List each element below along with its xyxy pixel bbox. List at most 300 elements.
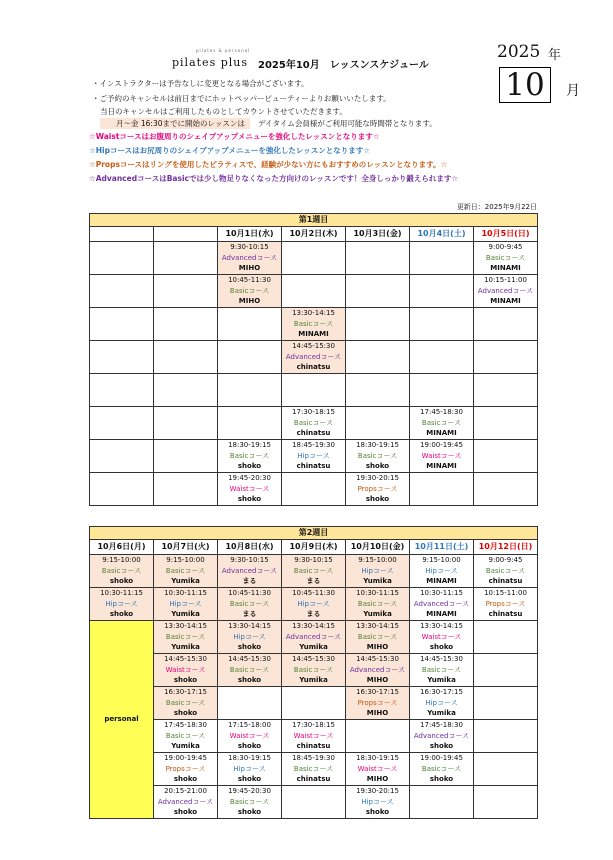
note-daytime: デイタイム会員様がご利用可能な時間帯となります。 [258, 119, 437, 128]
empty-cell [346, 242, 410, 275]
course-note-props: ☆Propsコースはリングを使用したピラティスで、経験が少ない方にもおすすめのレッスンとなります。☆ [89, 160, 448, 169]
lesson-cell [346, 440, 410, 473]
lesson-time: 9:30-10:15 [230, 243, 269, 251]
empty-cell [346, 720, 410, 753]
lesson-cell [346, 473, 410, 506]
empty-cell [218, 374, 282, 407]
table-row [90, 654, 538, 687]
lesson-time: 10:45-11:30 [228, 276, 271, 284]
lesson-cell [474, 275, 538, 308]
empty-cell [346, 341, 410, 374]
lesson-instructor: shoko [429, 775, 454, 784]
table-row [90, 720, 538, 753]
empty-cell [474, 687, 538, 720]
page-title: 2025年10月 レッスンスケジュール [258, 60, 429, 71]
empty-cell [154, 242, 218, 275]
lesson-instructor: shoko [237, 676, 262, 685]
lesson-cell [346, 687, 410, 720]
empty-cell [474, 473, 538, 506]
lesson-time: 17:30-18:15 [292, 408, 335, 416]
lesson-course: Propsコース [485, 599, 526, 608]
logo-tagline: pilates & personal [196, 48, 251, 53]
lesson-course: Basicコース [101, 566, 142, 575]
lesson-instructor: Yumika [363, 577, 392, 586]
empty-cell [410, 308, 474, 341]
day-header: 10月11日(土) [410, 540, 474, 555]
empty-cell [410, 242, 474, 275]
lesson-time: 10:15-11:00 [484, 589, 527, 597]
lesson-course: Hipコース [105, 599, 138, 608]
lesson-time: 19:00-19:45 [164, 754, 207, 762]
lesson-cell [218, 440, 282, 473]
lesson-cell [154, 753, 218, 786]
lesson-course: Hipコース [297, 599, 330, 608]
personal-label: personal [90, 621, 154, 819]
lesson-course: Basicコース [229, 451, 270, 460]
week-title: 第1週目 [90, 214, 538, 227]
table-row [90, 275, 538, 308]
lesson-cell [90, 588, 154, 621]
empty-cell [218, 687, 282, 720]
lesson-time: 13:30-14:15 [292, 622, 335, 630]
lesson-cell [218, 473, 282, 506]
lesson-instructor: shoko [237, 742, 262, 751]
empty-cell [90, 275, 154, 308]
table-row [90, 308, 538, 341]
course-note-hip: ☆Hipコースはお尻周りのシェイプアップメニューを強化したレッスンとなります☆ [89, 146, 371, 155]
day-header: 10月8日(水) [218, 540, 282, 555]
lesson-course: Basicコース [421, 665, 462, 674]
lesson-course: Basicコース [293, 665, 334, 674]
empty-cell [154, 440, 218, 473]
table-row [90, 440, 538, 473]
lesson-cell [282, 588, 346, 621]
lesson-cell [410, 621, 474, 654]
lesson-time: 14:45-15:30 [292, 342, 335, 350]
table-row [90, 588, 538, 621]
note-instructor: ・インストラクターは予告なしに変更となる場合がございます。 [92, 79, 309, 88]
lesson-instructor: chinatsu [296, 742, 331, 751]
lesson-time: 20:15-21:00 [164, 787, 207, 795]
lesson-cell [282, 440, 346, 473]
lesson-course: Advancedコース [413, 731, 470, 740]
lesson-instructor: まる [242, 610, 257, 619]
empty-cell [346, 374, 410, 407]
lesson-instructor: Yumika [171, 577, 200, 586]
empty-cell [346, 407, 410, 440]
lesson-instructor: Yumika [427, 676, 456, 685]
empty-cell [154, 308, 218, 341]
empty-cell [282, 473, 346, 506]
lesson-course: Hipコース [361, 797, 394, 806]
lesson-instructor: まる [242, 577, 257, 586]
lesson-course: Hipコース [425, 698, 458, 707]
lesson-cell [218, 242, 282, 275]
course-note-advanced: ☆AdvancedコースはBasicでは少し物足りなくなった方向けのレッスンです！全身しっかり鍛えられます☆ [89, 174, 459, 183]
table-row [90, 786, 538, 819]
lesson-course: Basicコース [357, 451, 398, 460]
lesson-course: Hipコース [233, 764, 266, 773]
empty-cell [218, 341, 282, 374]
lesson-time: 17:30-18:15 [292, 721, 335, 729]
lesson-time: 18:45-19:30 [292, 441, 335, 449]
empty-cell [474, 786, 538, 819]
day-header: 10月12日(日) [474, 540, 538, 555]
table-row [90, 753, 538, 786]
lesson-cell [410, 687, 474, 720]
day-header: 10月2日(木) [282, 227, 346, 242]
course-note-waist: ☆Waistコースはお腹周りのシェイプアップメニューを強化したレッスンとなります☆ [89, 132, 380, 141]
lesson-cell [282, 753, 346, 786]
lesson-instructor: MINAMI [426, 577, 457, 586]
week-bar-row [90, 214, 538, 227]
year-kanji: 年 [548, 48, 562, 63]
empty-cell [218, 308, 282, 341]
lesson-cell [218, 588, 282, 621]
lesson-time: 14:45-15:30 [228, 655, 271, 663]
day-header: 10月7日(火) [154, 540, 218, 555]
lesson-course: Advancedコース [221, 566, 278, 575]
lesson-time: 9:15-10:00 [422, 556, 461, 564]
lesson-cell [218, 753, 282, 786]
lesson-cell [282, 654, 346, 687]
lesson-time: 16:30-17:15 [356, 688, 399, 696]
empty-cell [474, 407, 538, 440]
empty-cell [90, 374, 154, 407]
day-header: 10月9日(木) [282, 540, 346, 555]
lesson-cell [154, 555, 218, 588]
empty-cell [346, 308, 410, 341]
lesson-cell [154, 720, 218, 753]
lesson-time: 10:45-11:30 [292, 589, 335, 597]
table-row [90, 341, 538, 374]
lesson-time: 18:45-19:30 [292, 754, 335, 762]
lesson-cell [410, 720, 474, 753]
lesson-course: Advancedコース [221, 253, 278, 262]
lesson-instructor: まる [306, 577, 321, 586]
lesson-course: Hipコース [233, 632, 266, 641]
empty-cell [282, 374, 346, 407]
lesson-course: Basicコース [293, 764, 334, 773]
year: 2025 [497, 42, 541, 62]
lesson-course: Basicコース [357, 599, 398, 608]
week1-schedule [89, 213, 538, 506]
day-header: 10月10日(金) [346, 540, 410, 555]
day-header [90, 227, 154, 242]
week-bar-row [90, 527, 538, 540]
lesson-time: 10:30-11:15 [356, 589, 399, 597]
lesson-instructor: shoko [237, 643, 262, 652]
day-header: 10月5日(日) [474, 227, 538, 242]
lesson-cell [282, 555, 346, 588]
lesson-time: 18:30-19:15 [228, 754, 271, 762]
empty-cell [474, 374, 538, 407]
lesson-cell [154, 786, 218, 819]
lesson-time: 16:30-17:15 [164, 688, 207, 696]
lesson-course: Hipコース [361, 566, 394, 575]
lesson-instructor: Yumika [363, 610, 392, 619]
lesson-time: 9:30-10:15 [294, 556, 333, 564]
lesson-cell [218, 555, 282, 588]
lesson-time: 19:45-20:30 [228, 474, 271, 482]
lesson-time: 17:45-18:30 [420, 721, 463, 729]
lesson-instructor: shoko [173, 709, 198, 718]
note-daytime-highlight: 月～金 16:30までに開始のレッスンは [100, 118, 250, 129]
lesson-time: 18:30-19:15 [356, 754, 399, 762]
table-row [90, 687, 538, 720]
lesson-instructor: MIHO [238, 297, 261, 306]
lesson-time: 16:30-17:15 [420, 688, 463, 696]
lesson-course: Basicコース [485, 566, 526, 575]
lesson-course: Hipコース [425, 566, 458, 575]
note-cancel: ・ご予約のキャンセルは前日までにホットペッパービューティーよりお願いいたします。 [92, 94, 391, 103]
empty-cell [474, 621, 538, 654]
lesson-time: 19:30-20:15 [356, 474, 399, 482]
lesson-instructor: shoko [429, 643, 454, 652]
lesson-instructor: shoko [173, 775, 198, 784]
lesson-cell [410, 555, 474, 588]
lesson-course: Waistコース [357, 764, 398, 773]
lesson-instructor: MIHO [366, 643, 389, 652]
lesson-instructor: chinatsu [296, 363, 331, 372]
lesson-cell [346, 555, 410, 588]
lesson-course: Basicコース [165, 632, 206, 641]
lesson-instructor: MINAMI [490, 297, 521, 306]
lesson-time: 17:15-18:00 [228, 721, 271, 729]
lesson-cell [218, 786, 282, 819]
lesson-time: 13:30-14:15 [356, 622, 399, 630]
empty-cell [90, 341, 154, 374]
lesson-instructor: まる [306, 610, 321, 619]
lesson-cell [218, 720, 282, 753]
empty-cell [154, 473, 218, 506]
day-header: 10月6日(月) [90, 540, 154, 555]
lesson-instructor: shoko [429, 742, 454, 751]
lesson-time: 9:15-10:00 [166, 556, 205, 564]
empty-cell [474, 654, 538, 687]
empty-cell [282, 275, 346, 308]
lesson-cell [410, 753, 474, 786]
lesson-cell [282, 341, 346, 374]
lesson-time: 10:30-11:15 [164, 589, 207, 597]
lesson-cell [410, 407, 474, 440]
empty-cell [346, 275, 410, 308]
empty-cell [410, 275, 474, 308]
lesson-time: 14:45-15:30 [356, 655, 399, 663]
lesson-cell [154, 621, 218, 654]
lesson-cell [282, 720, 346, 753]
lesson-cell [282, 407, 346, 440]
lesson-instructor: MIHO [238, 264, 261, 273]
lesson-instructor: shoko [237, 808, 262, 817]
lesson-instructor: MIHO [366, 676, 389, 685]
lesson-instructor: MINAMI [426, 462, 457, 471]
lesson-time: 14:45-15:30 [292, 655, 335, 663]
table-row [90, 555, 538, 588]
lesson-time: 19:00-19:45 [420, 441, 463, 449]
month-box: 10 [499, 67, 551, 103]
lesson-time: 9:00-9:45 [488, 243, 523, 251]
lesson-course: Waistコース [293, 731, 334, 740]
lesson-cell [218, 621, 282, 654]
lesson-course: Advancedコース [349, 665, 406, 674]
lesson-course: Basicコース [165, 566, 206, 575]
empty-cell [410, 473, 474, 506]
lesson-instructor: shoko [173, 808, 198, 817]
lesson-time: 13:30-14:15 [292, 309, 335, 317]
lesson-instructor: MINAMI [426, 429, 457, 438]
lesson-instructor: shoko [365, 808, 390, 817]
lesson-instructor: Yumika [427, 709, 456, 718]
lesson-cell [218, 275, 282, 308]
lesson-time: 9:15-10:00 [358, 556, 397, 564]
lesson-course: Advancedコース [157, 797, 214, 806]
empty-cell [410, 341, 474, 374]
lesson-time: 9:30-10:15 [230, 556, 269, 564]
lesson-time: 13:30-14:15 [228, 622, 271, 630]
empty-cell [154, 407, 218, 440]
lesson-instructor: shoko [237, 775, 262, 784]
empty-cell [218, 407, 282, 440]
lesson-course: Hipコース [169, 599, 202, 608]
note-cancel-sameday: 当日のキャンセルはご利用したものとしてカウントさせていただきます。 [100, 107, 347, 116]
lesson-course: Basicコース [485, 253, 526, 262]
lesson-instructor: chinatsu [296, 775, 331, 784]
week-title: 第2週目 [90, 527, 538, 540]
lesson-course: Basicコース [165, 731, 206, 740]
lesson-cell [346, 753, 410, 786]
lesson-cell [410, 654, 474, 687]
lesson-instructor: MINAMI [298, 330, 329, 339]
lesson-instructor: shoko [365, 495, 390, 504]
lesson-instructor: MINAMI [426, 610, 457, 619]
lesson-course: Propsコース [357, 698, 398, 707]
lesson-instructor: MINAMI [490, 264, 521, 273]
week2-schedule [89, 526, 538, 819]
lesson-course: Basicコース [357, 632, 398, 641]
lesson-time: 13:30-14:15 [164, 622, 207, 630]
lesson-instructor: shoko [237, 462, 262, 471]
logo: pilates plus [172, 56, 248, 69]
empty-cell [474, 341, 538, 374]
empty-cell [410, 374, 474, 407]
lesson-course: Propsコース [357, 484, 398, 493]
lesson-instructor: Yumika [171, 643, 200, 652]
lesson-cell [410, 588, 474, 621]
lesson-course: Basicコース [293, 418, 334, 427]
empty-cell [474, 308, 538, 341]
empty-cell [154, 341, 218, 374]
empty-cell [90, 308, 154, 341]
lesson-instructor: Yumika [299, 676, 328, 685]
lesson-instructor: shoko [109, 610, 134, 619]
lesson-cell [218, 654, 282, 687]
lesson-instructor: chinatsu [296, 429, 331, 438]
lesson-instructor: MIHO [366, 709, 389, 718]
day-header-row [90, 540, 538, 555]
lesson-cell [346, 621, 410, 654]
lesson-cell [154, 588, 218, 621]
lesson-course: Basicコース [293, 566, 334, 575]
lesson-course: Advancedコース [285, 352, 342, 361]
lesson-time: 19:45-20:30 [228, 787, 271, 795]
empty-cell [154, 275, 218, 308]
lesson-cell [346, 786, 410, 819]
lesson-instructor: shoko [365, 462, 390, 471]
day-header: 10月3日(金) [346, 227, 410, 242]
lesson-course: Waistコース [421, 632, 462, 641]
lesson-time: 10:15-11:00 [484, 276, 527, 284]
lesson-time: 19:30-20:15 [356, 787, 399, 795]
empty-cell [282, 786, 346, 819]
lesson-time: 14:45-15:30 [420, 655, 463, 663]
lesson-instructor: shoko [237, 495, 262, 504]
lesson-cell [154, 654, 218, 687]
lesson-course: Basicコース [293, 319, 334, 328]
lesson-time: 18:30-19:15 [356, 441, 399, 449]
lesson-instructor: Yumika [299, 643, 328, 652]
empty-cell [90, 440, 154, 473]
lesson-time: 18:30-19:15 [228, 441, 271, 449]
empty-cell [154, 374, 218, 407]
empty-cell [90, 242, 154, 275]
lesson-course: Advancedコース [413, 599, 470, 608]
updated-date: 更新日：2025年9月22日 [456, 203, 537, 211]
table-row [90, 407, 538, 440]
lesson-time: 17:45-18:30 [420, 408, 463, 416]
table-row [90, 621, 538, 654]
empty-cell [282, 687, 346, 720]
lesson-course: Waistコース [229, 484, 270, 493]
empty-cell [282, 242, 346, 275]
lesson-course: Basicコース [421, 764, 462, 773]
lesson-cell [474, 555, 538, 588]
empty-cell [90, 473, 154, 506]
lesson-time: 10:30-11:15 [100, 589, 143, 597]
empty-cell [474, 440, 538, 473]
table-row [90, 242, 538, 275]
lesson-cell [346, 654, 410, 687]
lesson-course: Basicコース [229, 599, 270, 608]
empty-cell [474, 753, 538, 786]
lesson-course: Basicコース [165, 698, 206, 707]
lesson-instructor: Yumika [171, 610, 200, 619]
table-row [90, 374, 538, 407]
lesson-time: 10:30-11:15 [420, 589, 463, 597]
day-header: 10月1日(水) [218, 227, 282, 242]
lesson-cell [90, 555, 154, 588]
lesson-cell [154, 687, 218, 720]
lesson-course: Waistコース [421, 451, 462, 460]
empty-cell [410, 786, 474, 819]
lesson-cell [282, 621, 346, 654]
month-kanji: 月 [566, 83, 580, 99]
lesson-time: 17:45-18:30 [164, 721, 207, 729]
lesson-cell [474, 588, 538, 621]
lesson-course: Basicコース [229, 665, 270, 674]
day-header-row [90, 227, 538, 242]
lesson-time: 13:30-14:15 [420, 622, 463, 630]
lesson-course: Hipコース [297, 451, 330, 460]
lesson-cell [410, 440, 474, 473]
table-row [90, 473, 538, 506]
day-header [154, 227, 218, 242]
day-header: 10月4日(土) [410, 227, 474, 242]
lesson-course: Basicコース [229, 286, 270, 295]
lesson-instructor: chinatsu [296, 462, 331, 471]
lesson-time: 14:45-15:30 [164, 655, 207, 663]
lesson-course: Propsコース [165, 764, 206, 773]
